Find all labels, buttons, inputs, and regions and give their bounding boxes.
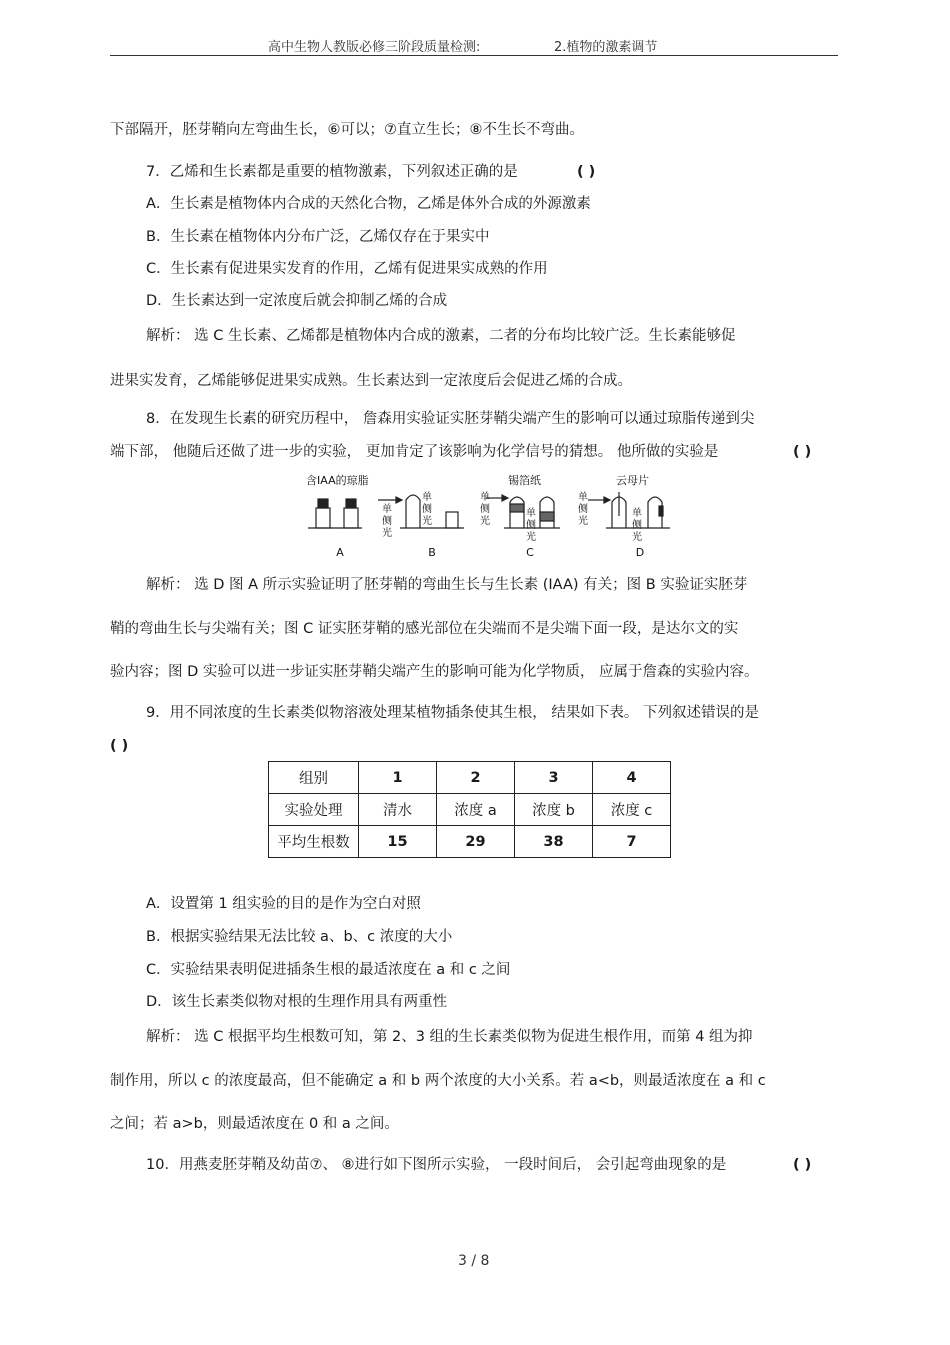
table-header-cell: 组别 [269, 762, 359, 794]
q9-results-table [268, 761, 671, 858]
page-number: 3 / 8 [458, 1253, 490, 1269]
table-cell: 浓度 b [515, 794, 593, 826]
q9-analysis-1: 解析： 选 C 根据平均生根数可知，第 2、3 组的生长素类似物为促进生根作用，而第 4 组为抑 [146, 1029, 753, 1045]
q9-paren: ( ) [110, 738, 129, 754]
svg-text:侧: 侧 [578, 504, 588, 515]
table-row [269, 762, 671, 794]
fig-panel-d: D [635, 546, 645, 559]
table-cell: 7 [593, 826, 671, 858]
q9-option-c: C．实验结果表明促进插条生根的最适浓度在 a 和 c 之间 [146, 962, 511, 978]
q7-option-a: A．生长素是植物体内合成的天然化合物，乙烯是体外合成的外源激素 [146, 196, 591, 212]
fig-label-agar: 含IAA的琼脂 [306, 474, 369, 487]
table-cell: 浓度 a [437, 794, 515, 826]
q7-stem: 7．乙烯和生长素都是重要的植物激素，下列叙述正确的是 [146, 164, 518, 180]
q7-option-c: C．生长素有促进果实发育的作用，乙烯有促进果实成熟的作用 [146, 261, 548, 277]
svg-text:单: 单 [480, 492, 490, 503]
svg-text:单: 单 [632, 508, 642, 519]
svg-text:侧: 侧 [422, 504, 432, 515]
fig-panel-a: A [336, 546, 344, 559]
table-row [269, 826, 671, 858]
fig-label-foil: 锡箔纸 [508, 474, 541, 487]
table-cell: 29 [437, 826, 515, 858]
q7-option-b: B．生长素在植物体内分布广泛，乙烯仅存在于果实中 [146, 229, 490, 245]
header-title: 高中生物人教版必修三阶段质量检测: [268, 40, 481, 55]
table-cell: 平均生根数 [269, 826, 359, 858]
table-header-cell: 1 [359, 762, 437, 794]
table-header-cell: 2 [437, 762, 515, 794]
q8-stem-2: 端下部， 他随后还做了进一步的实验， 更加肯定了该影响为化学信号的猜想。 他所做的实验是 [110, 444, 719, 460]
q8-experiment-figure [300, 470, 680, 562]
fig-label-mica: 云母片 [616, 474, 649, 487]
q8-analysis-1: 解析： 选 D 图 A 所示实验证明了胚芽鞘的弯曲生长与生长素 (IAA) 有关；图 B 实验证实胚芽 [146, 577, 748, 593]
table-cell: 实验处理 [269, 794, 359, 826]
table-row [269, 794, 671, 826]
svg-text:单: 单 [526, 508, 536, 519]
svg-text:光: 光 [526, 532, 536, 543]
header-rule [110, 55, 838, 56]
q7-analysis-1: 解析： 选 C 生长素、乙烯都是植物体内合成的激素，二者的分布均比较广泛。生长素能够促 [146, 328, 736, 344]
fig-light-b-1: 单 [382, 504, 392, 515]
table-cell: 15 [359, 826, 437, 858]
q10-paren: ( ) [793, 1157, 812, 1173]
q9-option-a: A．设置第 1 组实验的目的是作为空白对照 [146, 896, 421, 912]
q9-analysis-3: 之间；若 a>b，则最适浓度在 0 和 a 之间。 [110, 1116, 399, 1132]
table-cell: 浓度 c [593, 794, 671, 826]
intro-line: 下部隔开，胚芽鞘向左弯曲生长，⑥可以；⑦直立生长；⑧不生长不弯曲。 [110, 122, 584, 138]
table-cell: 38 [515, 826, 593, 858]
table-header-cell: 3 [515, 762, 593, 794]
svg-text:光: 光 [480, 516, 490, 527]
svg-text:侧: 侧 [382, 516, 392, 527]
table-cell: 清水 [359, 794, 437, 826]
q8-analysis-2: 鞘的弯曲生长与尖端有关；图 C 证实胚芽鞘的感光部位在尖端而不是尖端下面一段，是达尔文的实 [110, 621, 739, 637]
svg-text:侧: 侧 [480, 504, 490, 515]
q9-analysis-2: 制作用，所以 c 的浓度最高，但不能确定 a 和 b 两个浓度的大小关系。若 a<b，则最适浓度在 a 和 c [110, 1073, 766, 1089]
header-chapter: 2.植物的激素调节 [554, 40, 658, 55]
svg-text:光: 光 [422, 516, 432, 527]
q9-option-b: B．根据实验结果无法比较 a、b、c 浓度的大小 [146, 929, 453, 945]
q10-stem: 10．用燕麦胚芽鞘及幼苗⑦、 ⑧进行如下图所示实验， 一段时间后， 会引起弯曲现象的是 [146, 1157, 727, 1173]
svg-text:光: 光 [632, 532, 642, 543]
q7-option-d: D．生长素达到一定浓度后就会抑制乙烯的合成 [146, 293, 448, 309]
q9-stem: 9．用不同浓度的生长素类似物溶液处理某植物插条使其生根， 结果如下表。 下列叙述错误的是 [146, 705, 759, 721]
svg-text:光: 光 [578, 516, 588, 527]
svg-text:单: 单 [578, 492, 588, 503]
q8-paren: ( ) [793, 444, 812, 460]
svg-text:侧: 侧 [632, 520, 642, 531]
q8-analysis-3: 验内容；图 D 实验可以进一步证实胚芽鞘尖端产生的影响可能为化学物质， 应属于詹森的实验内容。 [110, 664, 759, 680]
q7-paren: ( ) [577, 164, 596, 180]
svg-text:光: 光 [382, 528, 392, 539]
svg-text:单: 单 [422, 492, 432, 503]
fig-panel-c: C [526, 546, 534, 559]
svg-text:侧: 侧 [526, 520, 536, 531]
table-header-cell: 4 [593, 762, 671, 794]
q9-option-d: D．该生长素类似物对根的生理作用具有两重性 [146, 994, 448, 1010]
q8-stem-1: 8．在发现生长素的研究历程中， 詹森用实验证实胚芽鞘尖端产生的影响可以通过琼脂传递到尖 [146, 411, 755, 427]
fig-panel-b: B [428, 546, 436, 559]
q7-analysis-2: 进果实发育，乙烯能够促进果实成熟。生长素达到一定浓度后会促进乙烯的合成。 [110, 373, 632, 389]
